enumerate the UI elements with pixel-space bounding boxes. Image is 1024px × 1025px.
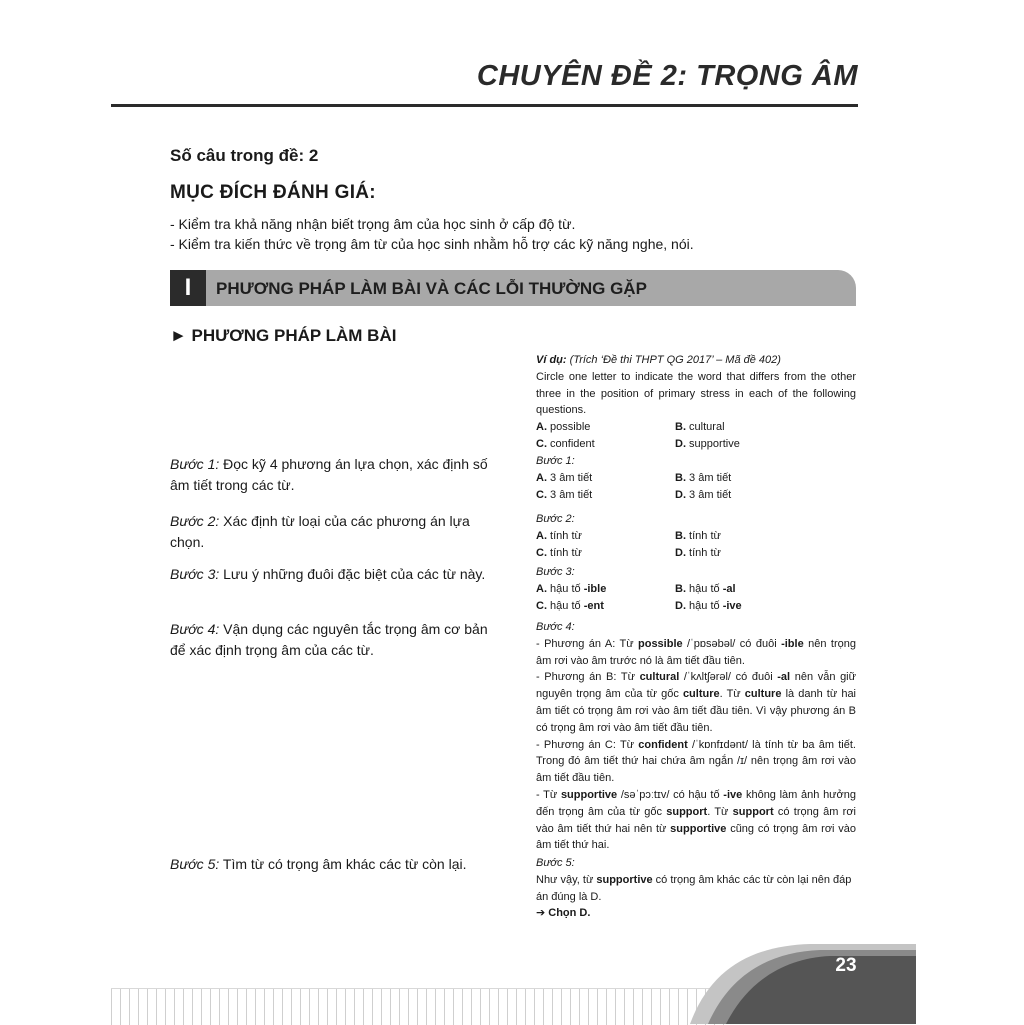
explanation-a: - Phương án A: Từ possible /ˈpɒsəbəl/ có đuôi -ible nên trọng âm rơi vào âm trước nó là âm tiết đầu tiên. [536, 637, 856, 667]
step-5 [170, 854, 505, 875]
example-step-label: Bước 5: [536, 857, 575, 869]
step-4 [170, 619, 505, 661]
explanation-b: - Phương án B: Từ cultural /ˈkʌltʃərəl/ có đuôi -al nên vẫn giữ nguyên trọng âm của từ gốc culture. Từ culture là danh từ hai âm tiết có trọng âm rơi vào âm tiết đầu tiên. Vì vậy phương án B có trọng âm rơi vào âm tiết đầu tiên. [536, 671, 857, 734]
footer-decoration-lines [111, 988, 731, 1025]
conclusion-text: Như vậy, từ supportive có trọng âm khác các từ còn lại nên đáp án đúng là D. [536, 873, 852, 903]
purpose-item: - Kiểm tra khả năng nhận biết trọng âm của học sinh ở cấp độ từ. [170, 216, 576, 232]
page-number: 23 [835, 955, 857, 976]
example-options-row: C. confident D. supportive [536, 437, 740, 450]
step-2 [170, 511, 505, 553]
page-title: CHUYÊN ĐỀ 2: TRỌNG ÂM [476, 60, 858, 92]
example-step-3: Bước 3: A. hậu tố -ible B. hậu tố -al C. hậu tố -ent D. hậu tố -ive [536, 564, 856, 614]
step-1 [170, 454, 505, 496]
example-step-2: Bước 2: A. tính từ B. tính từ C. tính từ D. tính từ [536, 511, 856, 561]
method-subheading: ► PHƯƠNG PHÁP LÀM BÀI [170, 326, 397, 345]
example-step-label: Bước 4: [536, 621, 575, 633]
step-3 [170, 564, 505, 585]
explanation-c: - Phương án C: Từ confident /ˈkɒnfɪdənt/ là tính từ ba âm tiết. Trong đó âm tiết thứ hai chứa âm ngắn /ɪ/ nên trọng âm rơi vào âm tiết đầu tiên. [536, 738, 856, 785]
step-label: Bước 3: [170, 566, 220, 582]
step-label: Bước 4: [170, 621, 220, 637]
section-title: PHƯƠNG PHÁP LÀM BÀI VÀ CÁC LỖI THƯỜNG GẶP [216, 279, 647, 298]
section-number: I [170, 270, 206, 306]
example-options-row: A. possible B. cultural [536, 421, 725, 434]
step-label: Bước 1: [170, 456, 220, 472]
step-text: Lưu ý những đuôi đặc biệt của các từ này. [219, 566, 486, 582]
purpose-heading: MỤC ĐÍCH ĐÁNH GIÁ: [170, 182, 376, 203]
title-rule [111, 104, 858, 107]
step-label: Bước 2: [170, 513, 220, 529]
step-text: Vận dụng các nguyên tắc trọng âm cơ bản để xác định trọng âm của các từ. [170, 621, 488, 658]
purpose-item: - Kiểm tra kiến thức về trọng âm từ của học sinh nhằm hỗ trợ các kỹ năng nghe, nói. [170, 236, 694, 252]
section-banner [170, 270, 856, 306]
example-step-label: Bước 1: [536, 455, 575, 467]
example-step-label: Bước 3: [536, 566, 575, 578]
example-step-4 [536, 619, 856, 854]
step-text: Tìm từ có trọng âm khác các từ còn lại. [219, 856, 467, 872]
step-label: Bước 5: [170, 856, 220, 872]
footer-swoosh-decoration [690, 940, 916, 1024]
example-instruction: Circle one letter to indicate the word that differs from the other three in the position of primary stress in each of the following questions. [536, 370, 856, 417]
step-text: Đọc kỹ 4 phương án lựa chọn, xác định số âm tiết trong các từ. [170, 456, 488, 493]
example-step-label: Bước 2: [536, 513, 575, 525]
question-count: Số câu trong đề: 2 [170, 146, 319, 165]
explanation-d: - Từ supportive /səˈpɔːtɪv/ có hậu tố -ive không làm ảnh hưởng đến trọng âm của từ gốc support. Từ support có trọng âm rơi vào âm tiết thứ hai nên từ supportive cũng có trọng âm rơi vào âm tiết thứ hai. [536, 788, 856, 852]
answer-line: ➔ Chọn D. [536, 907, 591, 920]
example-step-5 [536, 855, 856, 922]
example-header: Ví dụ: (Trích ‘Đề thi THPT QG 2017’ – Mã đề 402) [536, 354, 781, 366]
purpose-list [170, 214, 694, 254]
step-text: Xác định từ loại của các phương án lựa chọn. [170, 513, 470, 550]
example-step-1: Bước 1: A. 3 âm tiết B. 3 âm tiết C. 3 âm tiết D. 3 âm tiết [536, 453, 856, 503]
example-block [536, 352, 856, 453]
